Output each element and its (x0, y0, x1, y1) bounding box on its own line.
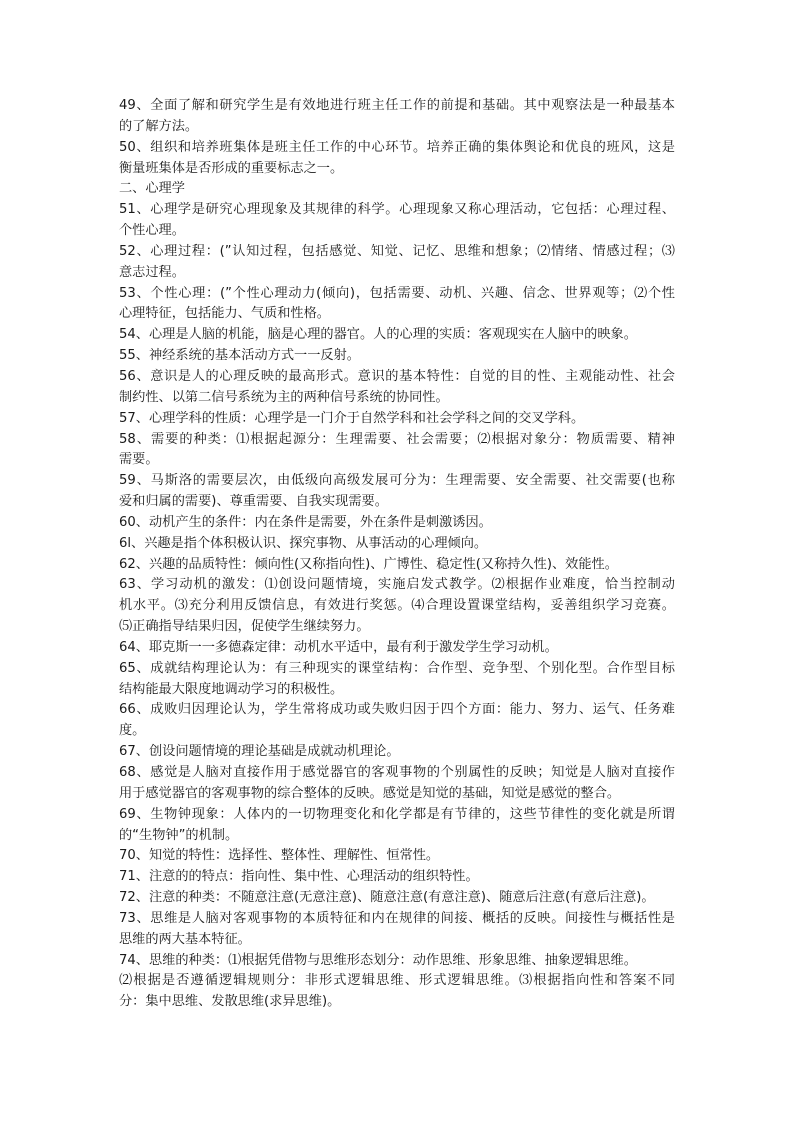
text-line: 的了解方法。 (119, 118, 199, 134)
text-line: 6l、兴趣是指个体积极认识、探究事物、从事活动的心理倾向。 (119, 535, 488, 551)
text-line: 53、个性心理：(”个性心理动力(倾向)，包括需要、动机、兴趣、信念、世界观等；⑵个性 (119, 285, 675, 301)
text-line: 爱和归属的需要)、尊重需要、自我实现需要。 (119, 494, 388, 510)
text-line: 需要。 (119, 452, 159, 468)
text-line: 度。 (119, 723, 146, 739)
text-line: 结构能最大限度地调动学习的积极性。 (119, 681, 344, 697)
text-line: 60、动机产生的条件：内在条件是需要，外在条件是刺激诱因。 (119, 514, 492, 530)
text-line: 72、注意的种类：不随意注意(无意注意)、随意注意(有意注意)、随意后注意(有意后注意)。 (119, 890, 655, 906)
text-line: 57、心理学科的性质：心理学是一门介于自然学科和社会学科之间的交叉学科。 (119, 410, 585, 426)
text-line: 49、全面了解和研究学生是有效地进行班主任工作的前提和基础。其中观察法是一种最基本 (119, 98, 675, 113)
text-line: 机水平。⑶充分利用反馈信息，有效进行奖惩。⑷合理设置课堂结构，妥善组织学习竞赛。 (119, 598, 675, 614)
section-heading: 二、心理学 (119, 181, 185, 197)
text-line: 67、创设问题情境的理论基础是成就动机理论。 (119, 744, 400, 760)
text-line: 51、心理学是研究心理现象及其规律的科学。心理现象又称心理活动，它包括：心理过程、 (119, 202, 675, 218)
text-line: 63、学习动机的激发：⑴创设问题情境，实施启发式教学。⑵根据作业难度，恰当控制动 (119, 577, 675, 593)
text-line: 制约性、以第二信号系统为主的两种信号系统的协同性。 (119, 389, 449, 405)
text-line: 衡量班集体是否形成的重要标志之一。 (119, 160, 344, 176)
text-line: 心理特征，包括能力、气质和性格。 (119, 306, 330, 322)
text-line: 55、神经系统的基本活动方式一一反射。 (119, 348, 360, 364)
text-line: ⑸正确指导结果归因，促使学生继续努力。 (119, 619, 370, 635)
text-line: ⑵根据是否遵循逻辑规则分：非形式逻辑思维、形式逻辑思维。⑶根据指向性和答案不同 (119, 973, 675, 989)
text-line: 73、思维是人脑对客观事物的本质特征和内在规律的间接、概括的反映。间接性与概括性是 (119, 910, 675, 926)
text-line: 59、马斯洛的需要层次，由低级向高级发展可分为：生理需要、安全需要、社交需要(也称 (119, 473, 675, 489)
document-page (119, 96, 675, 1013)
text-line: 意志过程。 (119, 264, 185, 280)
text-line: 个性心理。 (119, 223, 185, 239)
text-line: 分：集中思维、发散思维(求异思维)。 (119, 994, 341, 1010)
text-line: 58、需要的种类：⑴根据起源分：生理需要、社会需要；⑵根据对象分：物质需要、精神 (119, 431, 675, 447)
text-line: 56、意识是人的心理反映的最高形式。意识的基本特性：自觉的目的性、主观能动性、社会 (119, 368, 675, 384)
text-line: 69、生物钟现象：人体内的一切物理变化和化学都是有节律的，这些节律性的变化就是所谓 (119, 806, 675, 822)
text-line: 52、心理过程：(”认知过程，包括感觉、知觉、记忆、思维和想象；⑵情绪、情感过程；⑶ (119, 243, 675, 259)
text-line: 68、感觉是人脑对直接作用于感觉器官的客观事物的个别属性的反映；知觉是人脑对直接作 (119, 765, 675, 780)
text-line: 64、耶克斯一一多德森定律：动机水平适中，最有利于激发学生学习动机。 (119, 639, 558, 655)
text-line: 65、成就结构理论认为：有三种现实的课堂结构：合作型、竞争型、个别化型。合作型目标 (119, 660, 675, 676)
text-line: 62、兴趣的品质特性：倾向性(又称指向性)、广博性、稳定性(又称持久性)、效能性。 (119, 556, 618, 572)
text-line: 50、组织和培养班集体是班主任工作的中心环节。培养正确的集体舆论和优良的班风，这是 (119, 139, 675, 155)
text-line: 71、注意的的特点：指向性、集中性、心理活动的组织特性。 (119, 869, 479, 885)
text-line: 思维的两大基本特征。 (119, 931, 251, 947)
text-line: 54、心理是人脑的机能，脑是心理的器官。人的心理的实质：客观现实在人脑中的映象。 (119, 327, 637, 343)
text-line: 的“生物钟”的机制。 (119, 827, 239, 843)
text-line: 70、知觉的特性：选择性、整体性、理解性、恒常性。 (119, 848, 440, 864)
text-line: 66、成败归因理论认为，学生常将成功或失败归因于四个方面：能力、努力、运气、任务难 (119, 702, 675, 718)
text-line: 用于感觉器官的客观事物的综合整体的反映。感觉是知觉的基础，知觉是感觉的整合。 (119, 785, 621, 801)
text-line: 74、思维的种类：⑴根据凭借物与思维形态划分：动作思维、形象思维、抽象逻辑思维。 (119, 952, 637, 968)
